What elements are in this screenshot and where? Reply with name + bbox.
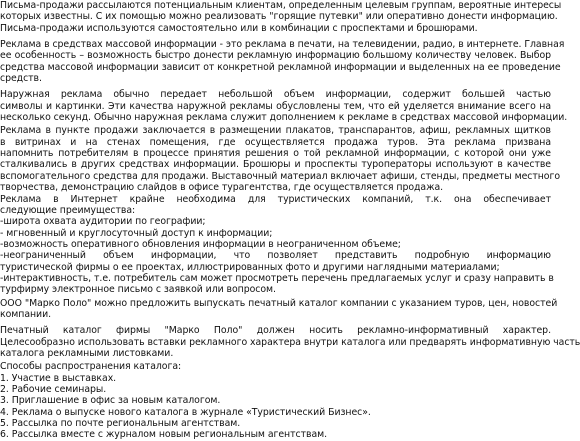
text-line: средства массовой информации зависит от конкретной рекламной информации и выделенных на ее проведение	[0, 61, 561, 73]
paragraph-distribution-methods	[0, 361, 551, 440]
list-item: 4. Реклама о выпуске нового каталога в журнале «Туристический Бизнес».	[0, 406, 371, 418]
list-item: -интерактивность, т.е. потребитель сам может просмотреть перечень предлагаемых услуг и сразу направить в	[0, 272, 554, 284]
paragraph-internet-advertising	[0, 193, 554, 296]
text-line: символы и картинки. Эти качества наружной рекламы обусловлены тем, что ей уделяется внимание всего на	[0, 100, 551, 112]
paragraph-mass-media	[0, 39, 565, 85]
text-line: вспомогательного средства для продажи. Выставочный материал включает афиши, стенды, предметы местного	[0, 170, 561, 182]
text-line: которых известны. С их помощью можно реализовать "горящие путевки" или оперативно донести информацию.	[0, 11, 558, 23]
paragraph-catalog-proposal	[0, 297, 558, 321]
text-line: следующие преимущества:	[0, 204, 136, 216]
text-line: несколько секунд. Обычно наружная реклама служит дополнением к рекламе в средствах массовой информации.	[0, 112, 568, 124]
list-item: 6. Рассылка вместе с журналом новым региональным агентствам.	[0, 429, 328, 441]
text-line: турфирму электронное письмо с заявкой или вопросом.	[0, 284, 276, 296]
paragraph-sales-letters	[0, 0, 562, 34]
paragraph-printed-catalog	[0, 325, 580, 359]
text-line: средств.	[0, 73, 42, 85]
text-line: компании.	[0, 308, 52, 320]
list-item: 5. Рассылка по почте региональным агентствам.	[0, 418, 241, 430]
list-item: -возможность оперативного обновления информации в неограниченном объеме;	[0, 238, 401, 250]
text-line: Реклама в средствах массовой информации - это реклама в печати, на телевидении, радио, в интернете. Главная	[0, 39, 565, 51]
text-line: ее особенность – возможность быстро донести рекламную информацию большому количеству человек. Выбор	[0, 50, 551, 62]
text-line: напомнить потребителям в процессе принятия решения о той рекламной информации, с которой они уже	[0, 148, 551, 160]
text-line: Печатный каталог фирмы "Марко Поло" должен носить рекламно-информативный характер.	[0, 325, 551, 337]
list-heading: Способы распространения каталога:	[0, 361, 182, 373]
text-line: Реклама в Интернет крайне необходима для туристических компаний, т.к. она обеспечивает	[0, 193, 551, 205]
text-line: Наружная реклама обычно передает небольшой объем информации, содержит большей частью	[0, 89, 551, 101]
list-item: 2. Рабочие семинары.	[0, 384, 107, 395]
paragraph-outdoor-advertising	[0, 89, 568, 124]
list-item: - мгновенный и круглосуточный доступ к информации;	[0, 227, 273, 239]
text-line: Письма-продажи используются самостоятельно или в комбинации с проспектами и брошюрами.	[0, 22, 478, 34]
text-line: сталкивались в других средствах информации. Брошюры и проспекты туроператоры используют в качестве	[0, 159, 551, 171]
text-line: Целесообразно использовать вставки рекламного характера внутри каталога или предварять информативную часть	[0, 336, 580, 348]
text-line: Реклама в пункте продажи заключается в размещении плакатов, транспарантов, афиш, рекламных щитков	[0, 125, 551, 137]
text-line: ООО "Марко Поло" можно предложить выпускать печатный каталог компании с указанием туров, цен, новостей	[0, 297, 558, 309]
list-item: 1. Участие в выставках.	[0, 372, 117, 384]
paragraph-point-of-sale	[0, 125, 561, 194]
text-line: туристической фирмы о ее проектах, иллюстрированных фото и другими наглядными материалами;	[0, 261, 500, 273]
text-line: в витринах и на стенах помещения, где осуществляется продажа туров. Эта реклама призвана	[0, 136, 551, 148]
text-line: творчества, демонстрацию слайдов в офисе турагентства, где осуществляется продажа.	[0, 182, 444, 194]
list-item: -неограниченный объем информации, что позволяет представить подробную информацию	[0, 250, 551, 262]
text-line: Письма-продажи рассылаются потенциальным клиентам, определенным целевым группам, вероятные интересы	[0, 0, 562, 11]
list-item: 3. Приглашение в офис за новым каталогом.	[0, 395, 221, 407]
list-item: -широта охвата аудитории по географии;	[0, 216, 206, 228]
text-line: каталога рекламными листовками.	[0, 347, 174, 359]
